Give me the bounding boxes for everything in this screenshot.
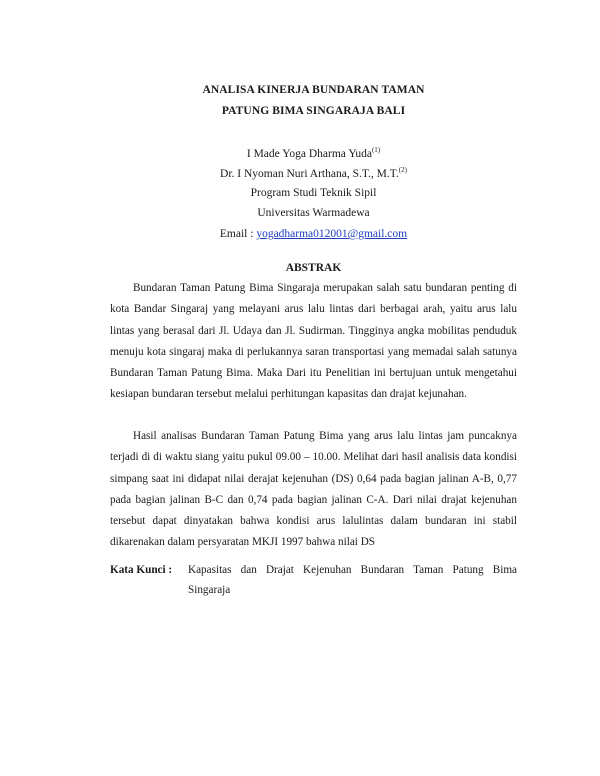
abstract-paragraph-2: Hasil analisas Bundaran Taman Patung Bima yang arus lalu lintas jam puncaknya terjadi di di waktu siang yaitu pukul 09.00 – 10.00. Melihat dari hasil analisis data kondisi simpang saat ini didapat nilai derajat kejenuhan (DS) 0,64 pada bagian jalinan A-B, 0,77 pada bagian jalinan B-C dan 0,74 pada bagian jalinan C-A. Dari nilai drajat kejenuhan tersebut dapat dinyatakan bahwa kondisi arus lalulintas dalam bundaran ini stabil dikarenakan dalam persyaratan MKJI 1997 bahwa nilai DS <box>110 430 517 549</box>
author-2-affiliation-mark: (2) <box>398 166 407 174</box>
keywords <box>110 560 517 600</box>
abstract-paragraph-1: Bundaran Taman Patung Bima Singaraja merupakan salah satu bundaran penting di kota Bandar Singaraj yang melayani arus lalu lintas dari berbagai arah, yaitu arus lalu lintas yang berasal dari Jl. Udaya dan Jl. Sudirman. Tingginya angka mobilitas penduduk menuju kota singaraj maka di perlukannya saran transportasi yang memadai salah satunya Bundaran Taman Patung Bima. Maka Dari itu Penelitian ini bertujuan untuk mengetahui kesiapan bundaran tersebut melalui perhitungan kapasitas dan drajat kejunahan. <box>110 282 517 401</box>
keywords-text: Kapasitas dan Drajat Kejenuhan Bundaran Taman Patung Bima Singaraja <box>188 564 517 596</box>
email-link[interactable]: yogadharma012001@gmail.com <box>256 228 408 240</box>
abstract-heading: ABSTRAK <box>285 262 342 274</box>
paper-title-line-1: ANALISA KINERJA BUNDARAN TAMAN <box>202 84 425 96</box>
email-label: Email : <box>219 228 257 240</box>
study-program: Program Studi Teknik Sipil <box>250 187 377 199</box>
author-2 <box>110 166 517 180</box>
keywords-label: Kata Kunci : <box>110 564 173 576</box>
author-2-name: Dr. I Nyoman Nuri Arthana, S.T., M.T. <box>220 168 399 180</box>
author-1 <box>110 146 517 160</box>
author-1-name: I Made Yoga Dharma Yuda <box>246 148 372 160</box>
email-line <box>110 228 517 240</box>
paper-title-line-2: PATUNG BIMA SINGARAJA BALI <box>221 105 406 117</box>
university: Universitas Warmadewa <box>257 207 370 219</box>
author-1-affiliation-mark: (1) <box>371 146 381 154</box>
